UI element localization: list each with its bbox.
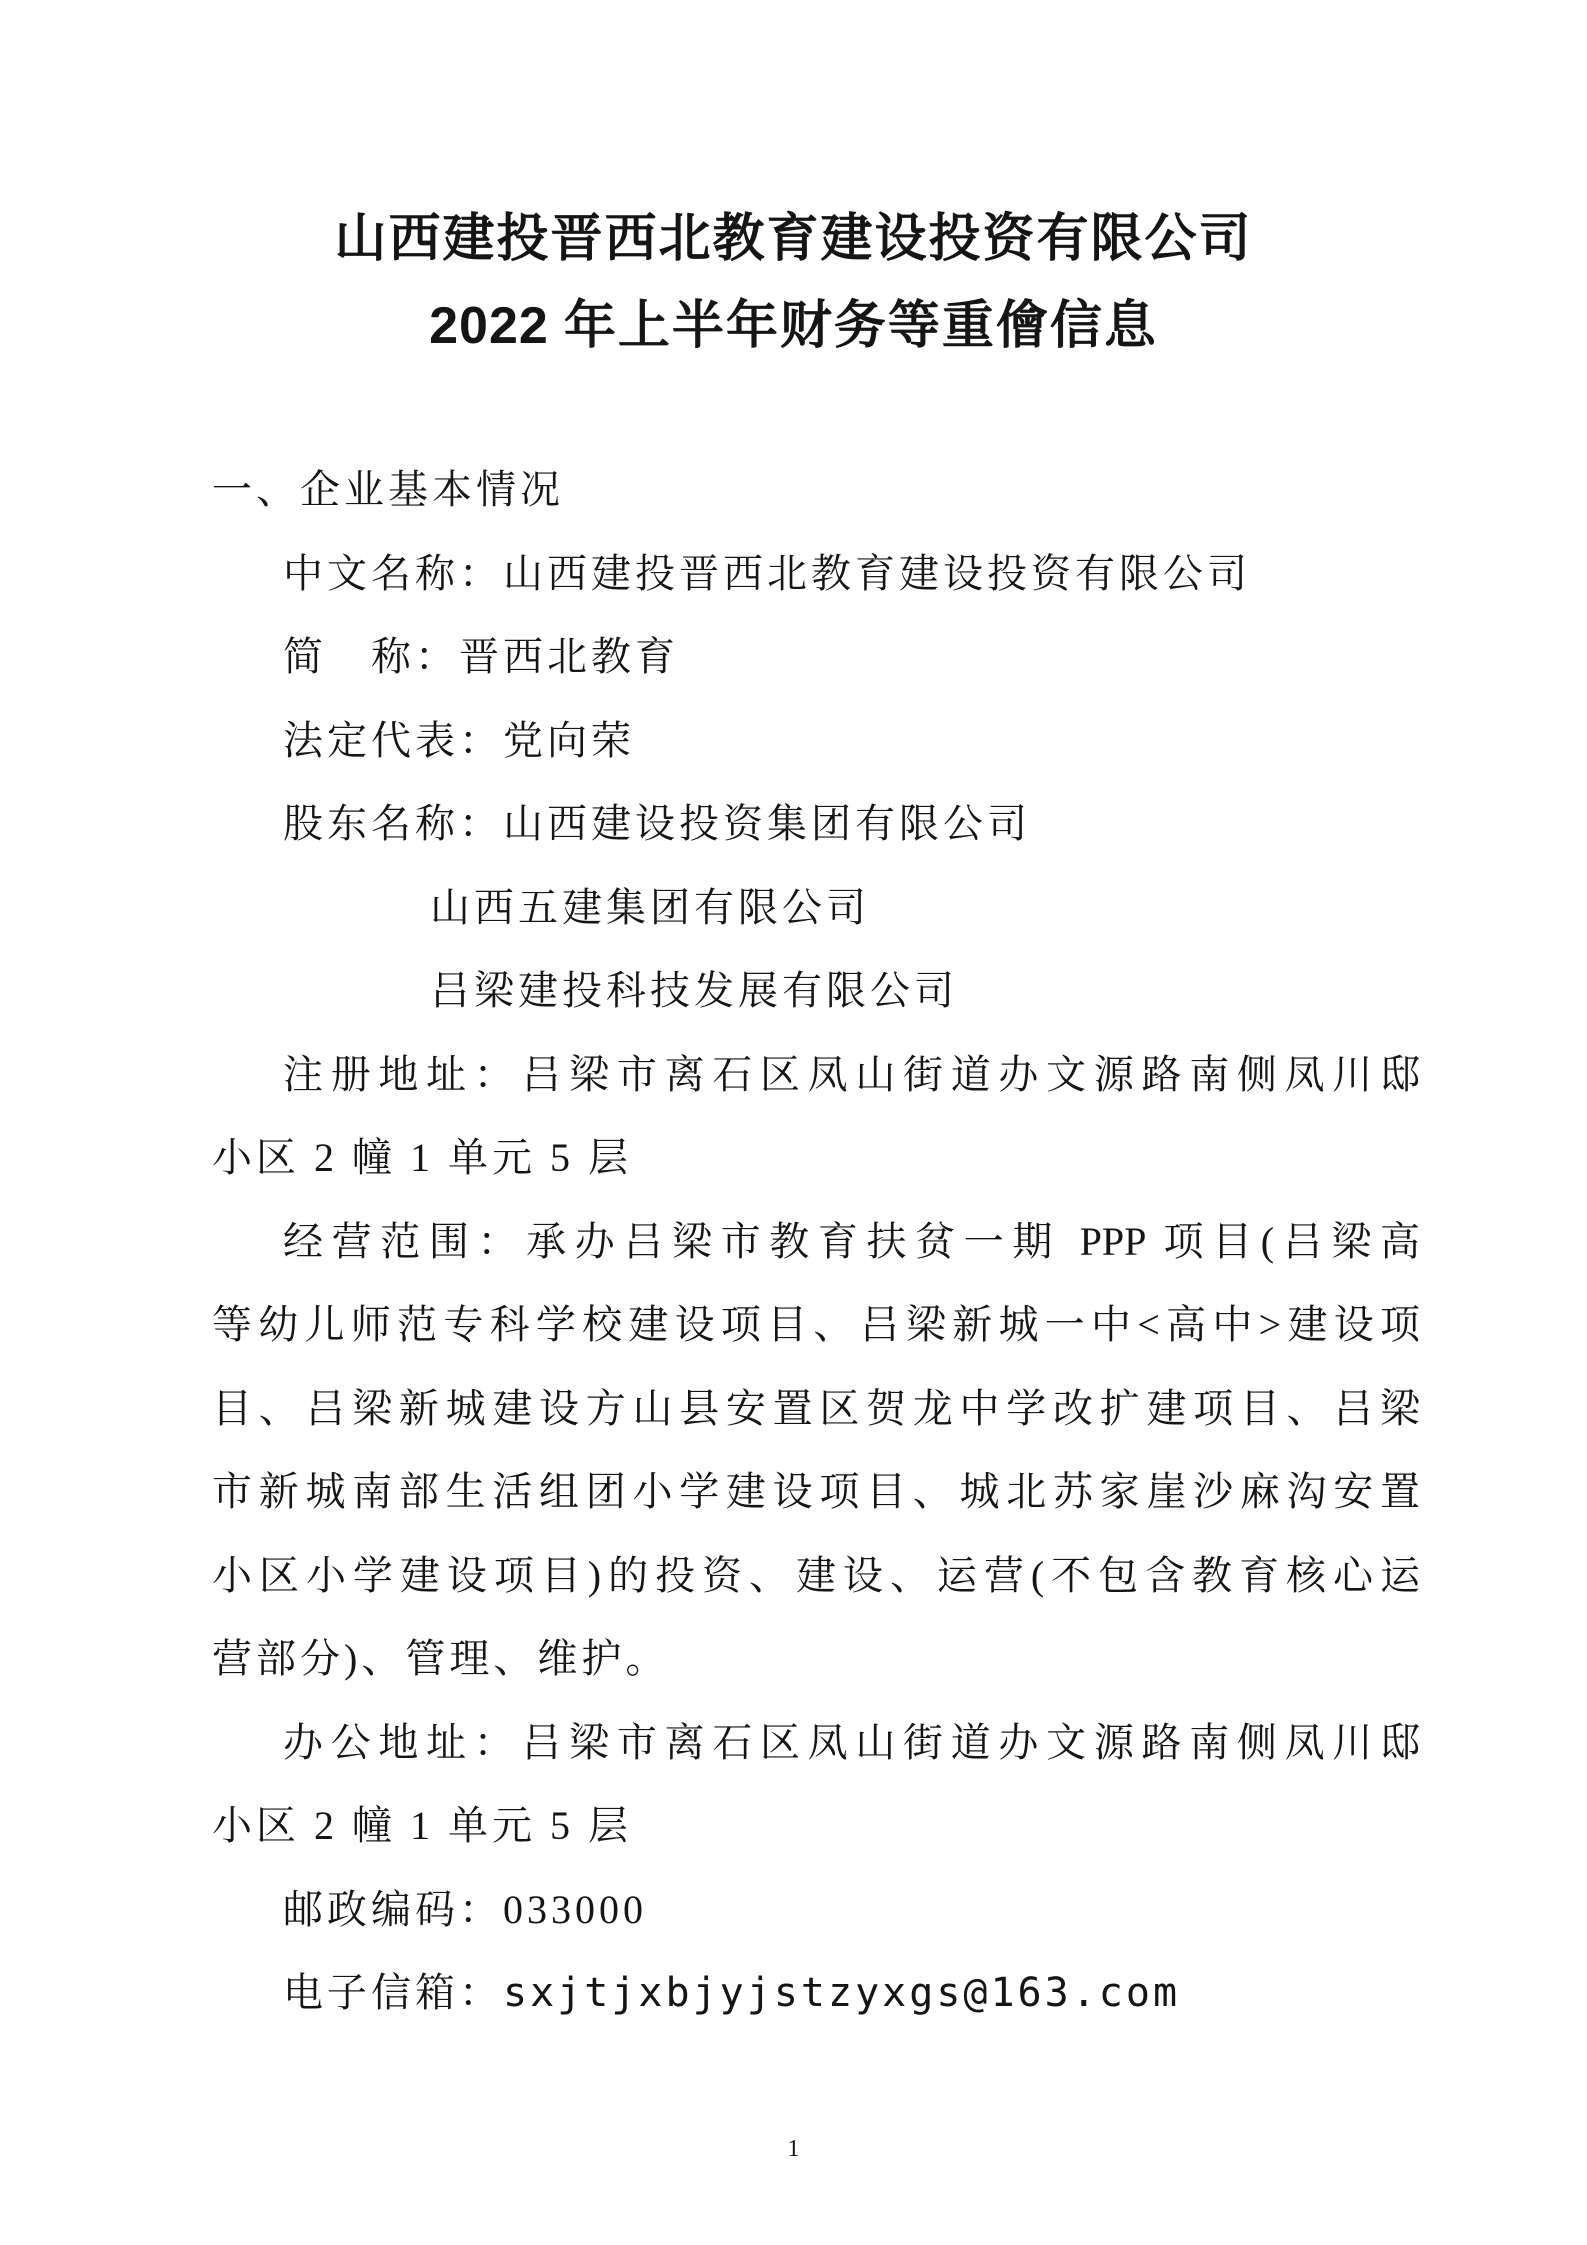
doc-line-business-scope-3: 目、吕梁新城建设方山县安置区贺龙中学改扩建项目、吕梁 <box>212 1385 1420 1431</box>
doc-line-office-address-2: 小区 2 幢 1 单元 5 层 <box>212 1803 632 1848</box>
email-line <box>212 1951 1420 2035</box>
email-label: 电子信箱： <box>283 1970 503 2015</box>
doc-line-shareholder-2: 山西五建集团有限公司 <box>430 884 870 930</box>
document-title <box>0 0 1587 370</box>
doc-line-reg-address-2: 小区 2 幢 1 单元 5 层 <box>212 1135 632 1180</box>
doc-line-business-scope-1: 经营范围：承办吕梁市教育扶贫一期 PPP 项目(吕梁高 <box>283 1218 1420 1264</box>
email-value: sxjtjxbjyjstzyxgs@163.com <box>503 1970 1181 2016</box>
doc-line-shareholder-1: 股东名称：山西建设投资集团有限公司 <box>283 801 1031 846</box>
page-number: 1 <box>787 2136 800 2162</box>
doc-line-legal-rep: 法定代表：党向荣 <box>283 717 635 763</box>
doc-line-shareholder-3: 吕梁建投科技发展有限公司 <box>430 968 958 1013</box>
document-body <box>212 448 1420 2035</box>
section-heading: 一、企业基本情况 <box>212 467 564 512</box>
postal-code-value: 033000 <box>503 1886 647 1932</box>
title-year-text: 2022 <box>429 297 549 355</box>
postal-code-line <box>212 1868 1420 1952</box>
doc-line-business-scope-6: 营部分)、管理、维护。 <box>212 1636 670 1681</box>
title-line2-text: 年上半年财务等重儈信息 <box>548 298 1158 355</box>
doc-line-business-scope-4: 市新城南部生活组团小学建设项目、城北苏家崖沙麻沟安置 <box>212 1469 1420 1514</box>
doc-line-short-name: 简 称：晋西北教育 <box>283 634 679 679</box>
doc-line-chinese-name: 中文名称：山西建投晋西北教育建设投资有限公司 <box>283 550 1251 596</box>
doc-line-office-address-1: 办公地址：吕梁市离石区凤山街道办文源路南侧凤川邸 <box>283 1719 1420 1765</box>
document-title-line1: 山西建投晋西北教育建设投资有限公司 <box>334 211 1253 268</box>
document-title-line2 <box>0 283 1587 370</box>
postal-code-label: 邮政编码： <box>283 1886 503 1932</box>
doc-line-business-scope-5: 小区小学建设项目)的投资、建设、运营(不包含教育核心运 <box>212 1552 1420 1598</box>
doc-line-reg-address-1: 注册地址：吕梁市离石区凤山街道办文源路南侧凤川邸 <box>283 1051 1420 1097</box>
doc-line-business-scope-2: 等幼儿师范专科学校建设项目、吕梁新城一中<高中>建设项 <box>212 1302 1420 1347</box>
